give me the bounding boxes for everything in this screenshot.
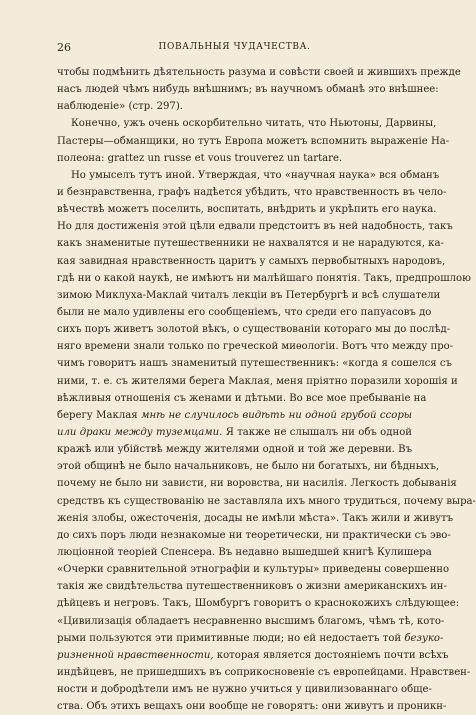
text-line: до сихъ поръ люди незнакомые ни теоретически, ни практически съ эво- (57, 529, 451, 541)
page-header (57, 41, 412, 55)
text-line: «Цивилизація обладаетъ несравненно высшимъ благомъ, чѣмъ тѣ, кото- (57, 615, 445, 627)
text-line: «Очерки сравнительной этнографіи и культуры» приведены совершенно (57, 564, 450, 576)
text-line-mixed-italic: берегу Маклая мнѣ не случилось видѣть ни одной грубой ссоры (57, 409, 412, 421)
text-line: какъ знаменитые путешественники не нахвалятся и не нарадуются, ка- (57, 238, 444, 250)
text-line: чтобы подмѣнить дѣятельность разума и совѣсти своей и жившихъ прежде (57, 67, 461, 78)
page-number: 26 (57, 41, 71, 54)
text-line: ства. Объ этихъ вещахъ они вообще не говорятъ: они живутъ и проникн- (57, 701, 447, 713)
text-line: Но для достиженія этой цѣли едвали предстоитъ въ ней надобность, такъ (57, 221, 453, 233)
text-line: этой общинѣ не было начальниковъ, не было ни богатыхъ, ни бѣдныхъ, (57, 461, 440, 473)
text-line-mixed-italic: ризненной нравственности, которая является достояніемъ почти всѣхъ (57, 649, 449, 661)
running-title: ПОВАЛЬНЫЯ ЧУДАЧЕСТВА. (158, 42, 311, 52)
text-line: Конечно, ужъ очень оскорбительно читать, что Ньютоны, Дарвины, (71, 118, 437, 130)
text-line-mixed-italic: рыми пользуются эти примитивные люди; но ей недостаетъ той безуко- (57, 632, 444, 644)
text-line: люціонной теоріей Спенсера. Въ недавно вышедшей книгѣ Кулишера (57, 546, 432, 558)
text-line: кражѣ или убійствѣ между жителями одной и той же деревни. Въ (57, 444, 412, 456)
text-line: полеона: grattez un russe et vous trouverez un tartare. (57, 152, 343, 164)
text-line: Пастеры—обманщики, но тутъ Европа можетъ вспомнить выраженіе На- (57, 135, 450, 147)
text-line: насъ людей чѣмъ нибудь внѣшнимъ; въ научномъ обманѣ это внѣшнее: (57, 84, 439, 96)
text-line: ними, т. е. съ жителями берега Маклая, меня пріятно поразили хорошія и (57, 375, 458, 387)
text-line: гдѣ ни о какой наукѣ, не имѣютъ ни малѣйшаго понятія. Такъ, предпрошлою (57, 272, 471, 284)
text-line: сихъ поръ живетъ золотой вѣкъ, о существованіи котораго мы до послѣд- (57, 324, 451, 336)
text-line: дѣйцевъ и негровъ. Такъ, Шомбургъ говоритъ о краснокожихъ слѣдующее: (57, 598, 460, 610)
text-line: женія злобы, ожесточенія, досады не имѣли мѣста». Такъ жили и живутъ (57, 512, 454, 524)
text-line: зимою Миклуха-Маклай читалъ лекціи въ Петербургѣ и всѣ слушатели (57, 289, 441, 301)
text-line: индѣйцевъ, не пришедшихъ въ соприкосновеніе съ европейцами. Нравствен- (57, 666, 471, 678)
text-line: вѣчествѣ можетъ поселить, воспитать, внѣдрить и укрѣпить его наука. (57, 204, 437, 216)
text-line: такія же свидѣтельства путешественниковъ о жизни американскихъ ин- (57, 581, 447, 593)
text-line: вѣжливыя отношенія съ женами и дѣтьми. Во все мое пребываніе на (57, 392, 427, 404)
text-line: няго времени знали только по греческой миѳологіи. Вотъ что между про- (57, 341, 454, 353)
text-line: были не мало удивлены его сообщеніемъ, что среди его папуасовъ до (57, 306, 432, 318)
text-line: почему не было ни зависти, ни воровства, ни насилія. Легкость добыванія (57, 478, 457, 490)
text-line: чимъ говоритъ нашъ знаменитый путешественникъ: «когда я сошелся съ (57, 358, 452, 370)
text-line: кая завидная нравственность царитъ у самыхъ первобытныхъ народовъ, (57, 255, 446, 267)
text-line: средствъ къ существованію не заставляла ихъ много трудиться, почему выра- (57, 495, 476, 507)
text-line: наблюденіе» (стр. 297). (57, 101, 183, 113)
body-text (57, 64, 476, 715)
text-line: Но умыселъ тутъ иной. Утверждая, что «научная наука» вся обманъ (71, 169, 440, 181)
text-line-mixed-italic: или драки между туземцами. Я также не слышалъ ни объ одной (57, 426, 412, 438)
text-line: и безнравственна, графъ надѣется убѣдить, что нравственность въ чело- (57, 186, 447, 198)
text-line: ности и добродѣтели имъ не нужно учиться у цивилизованнаго обще- (57, 684, 432, 696)
